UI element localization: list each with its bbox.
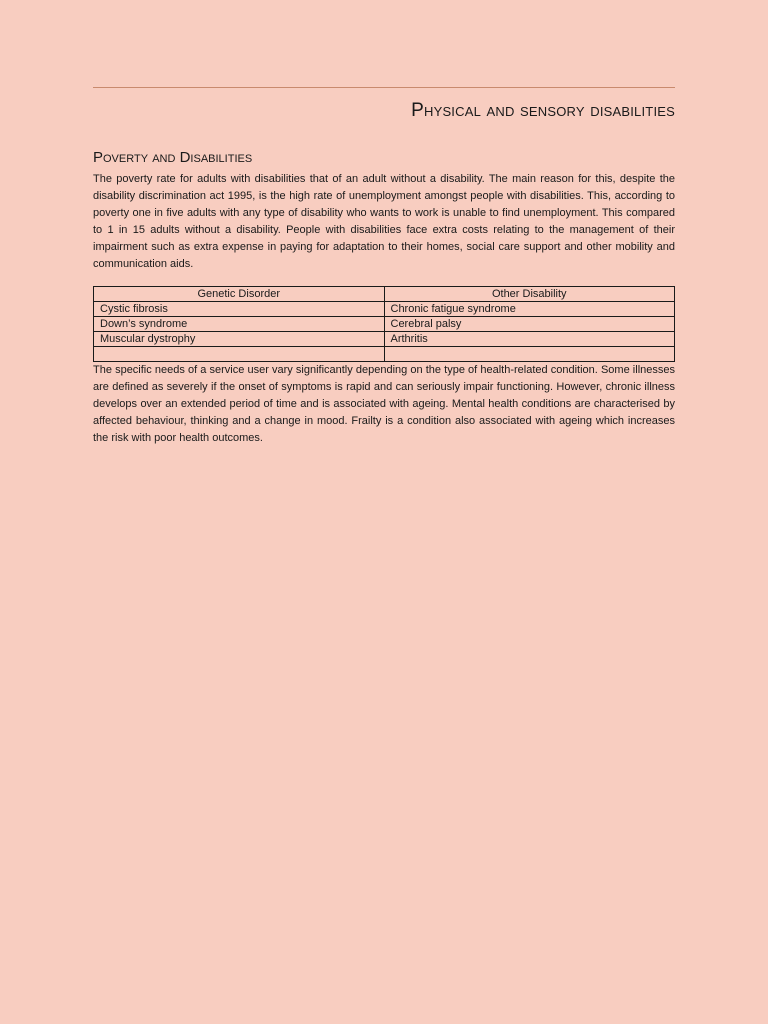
- table-cell: Cerebral palsy: [384, 317, 675, 332]
- table-row-empty: [94, 347, 675, 362]
- disorders-table: [93, 286, 675, 362]
- page-title: Physical and sensory disabilities: [411, 100, 675, 121]
- table-cell: Cystic fibrosis: [94, 302, 385, 317]
- column-header-other-disability: Other Disability: [384, 287, 675, 302]
- table-row: [94, 332, 675, 347]
- table-row: [94, 317, 675, 332]
- table-cell: Arthritis: [384, 332, 675, 347]
- table-row: [94, 302, 675, 317]
- header-rule: [93, 87, 675, 88]
- page-content: [93, 87, 675, 447]
- table-cell: [384, 347, 675, 362]
- body-paragraph-needs: The specific needs of a service user vary significantly depending on the type of health-related condition. Some illnesses are defined as severely if the onset of symptoms is rapid and can seriously impair functioning. However, chronic illness develops over an extended period of time and is associated with ageing. Mental health conditions are characterised by affected behaviour, thinking and a change in mood. Frailty is a condition also associated with ageing which increases the risk with poor health outcomes.: [93, 364, 675, 444]
- table-cell: Muscular dystrophy: [94, 332, 385, 347]
- column-header-genetic-disorder: Genetic Disorder: [94, 287, 385, 302]
- table-cell: Chronic fatigue syndrome: [384, 302, 675, 317]
- table-cell: Down’s syndrome: [94, 317, 385, 332]
- body-paragraph-poverty: The poverty rate for adults with disabilities that of an adult without a disability. The main reason for this, despite the disability discrimination act 1995, is the high rate of unemployment amongst people with disabilities. This, according to poverty one in five adults with any type of disability who wants to work is unable to find unemployment. This compared to 1 in 15 adults without a disability. People with disabilities face extra costs relating to the management of their impairment such as extra expense in paying for adaptation to their homes, social care support and other mobility and communication aids.: [93, 173, 675, 270]
- table-cell: [94, 347, 385, 362]
- section-heading: Poverty and Disabilities: [93, 149, 253, 166]
- table-header-row: [94, 287, 675, 302]
